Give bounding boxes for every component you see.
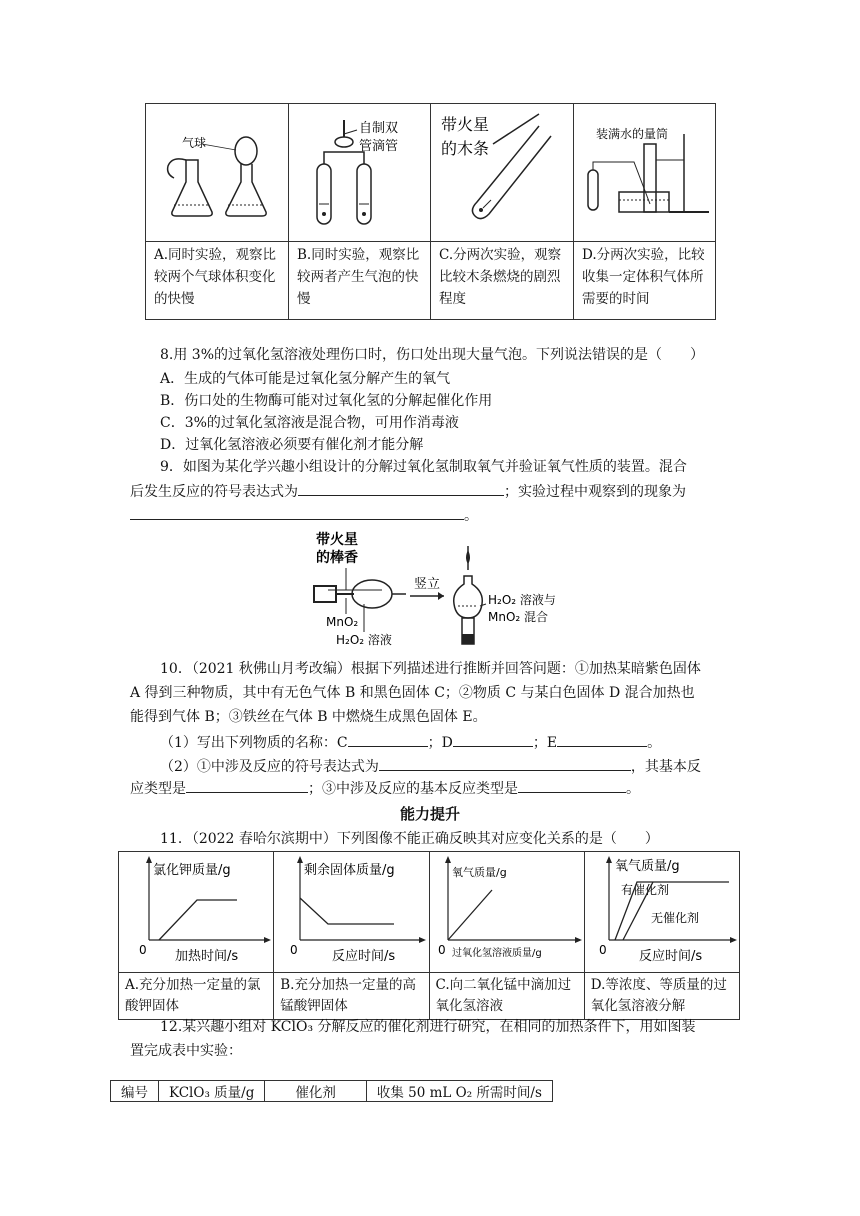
q9-apparatus-figure: [298, 528, 588, 650]
graph-a-ylabel: 氯化钾质量/g: [153, 863, 231, 878]
q9-text-end: 。: [464, 508, 478, 524]
graph-c-cell: [429, 852, 584, 973]
q10-sub1-d: 。: [647, 735, 662, 751]
q9-answer-blank-2[interactable]: [130, 504, 464, 520]
q10-line-3: 能得到气体 B；③铁丝在气体 B 中燃烧生成黑色固体 E。: [130, 709, 487, 725]
graph-d-xlabel: 反应时间/s: [638, 949, 702, 964]
fig-arrow-label: 竖立: [414, 577, 441, 592]
graph-b-ylabel: 剩余固体质量/g: [304, 863, 395, 878]
fig-mno2-label: MnO₂: [326, 615, 359, 629]
double-dropper-figure: [289, 104, 430, 237]
graph-c-origin: 0: [437, 943, 446, 957]
graph-c-xlabel: 过氧化氢溶液质量/g: [451, 948, 542, 959]
graph-a-xlabel: 加热时间/s: [175, 949, 239, 964]
q10-sub2-c: 应类型是: [130, 781, 186, 797]
figure-a-cell: [146, 104, 289, 242]
q10-line-2: A 得到三种物质，其中有无色气体 B 和黑色固体 C；②物质 C 与某白色固体 D 混合加热也: [130, 685, 695, 701]
q8-option-c: C．3%的过氧化氢溶液是混合物，可用作消毒液: [160, 415, 459, 431]
q12-line-1: 12.某兴趣小组对 KClO₃ 分解反应的催化剂进行研究，在相同的加热条件下，用如图装: [160, 1019, 696, 1035]
graph-a-origin: 0: [139, 943, 147, 957]
q10-blank-type-1[interactable]: [186, 777, 308, 793]
graph-c-line: [448, 890, 492, 940]
figure-a-label: 气球: [182, 136, 207, 150]
q10-sub2-e: 。: [626, 781, 640, 797]
figure-b-label-1: 自制双: [359, 121, 399, 136]
experiment-options-table: [145, 103, 716, 320]
figure-d-cell: [574, 104, 716, 242]
graph-a-caption: A.充分加热一定量的氯酸钾固体: [119, 973, 274, 1020]
q10-sub2-b: ，其基本反: [630, 759, 701, 775]
q12-data-table: [110, 1080, 553, 1102]
graph-d: [585, 852, 739, 968]
graph-a-cell: [119, 852, 274, 973]
q8-option-b: B．伤口处的生物酶可能对过氧化氢的分解起催化作用: [160, 393, 493, 409]
q12-header-row: [111, 1081, 553, 1102]
q11-stem: 11．（2022 春哈尔滨期中）下列图像不能正确反映其对应变化关系的是（ ）: [160, 831, 659, 847]
graph-a-line: [159, 900, 237, 940]
q8-option-d: D．过氧化氢溶液必须要有催化剂才能分解: [160, 437, 424, 453]
figure-b-cell: [289, 104, 431, 242]
water-cylinder-figure: [574, 104, 715, 237]
graph-c-caption: C.向二氧化锰中滴加过氧化氢溶液: [429, 973, 584, 1020]
figure-c-label-1: 带火星: [441, 115, 490, 134]
graph-d-caption: D.等浓度、等质量的过氧化氢溶液分解: [584, 973, 739, 1020]
option-a-caption: A.同时实验，观察比较两个气球体积变化的快慢: [146, 242, 289, 320]
fig-splint-label-2: 的棒香: [316, 550, 358, 566]
graph-d-origin: 0: [598, 943, 607, 957]
graph-d-series-1-label: 有催化剂: [620, 883, 669, 897]
q10-sub2-a: （2）①中涉及反应的符号表达式为: [160, 759, 379, 775]
q9-text-a: 后发生反应的符号表达式为: [130, 484, 298, 500]
figure-c-cell: [431, 104, 574, 242]
graph-b-xlabel: 反应时间/s: [332, 949, 396, 964]
option-d-caption: D.分两次实验，比较收集一定体积气体所需要的时间: [574, 242, 716, 320]
graph-b-line: [300, 898, 394, 924]
figure-c-label-2: 的木条: [441, 139, 490, 158]
option-b-caption: B.同时实验，观察比较两者产生气泡的快慢: [289, 242, 431, 320]
fig-mix-label-1: H₂O₂ 溶液与: [488, 593, 556, 607]
graph-c-ylabel: 氧气质量/g: [451, 866, 507, 879]
q10-sub1-a: （1）写出下列物质的名称：C: [160, 735, 348, 751]
graph-b-origin: 0: [290, 943, 298, 957]
figure-d-label: 装满水的量筒: [596, 127, 669, 141]
figure-b-label-2: 管滴管: [359, 139, 399, 154]
fig-splint-label-1: 带火星: [316, 532, 358, 548]
q12-header-number: 编号: [111, 1081, 159, 1102]
graph-d-ylabel: 氧气质量/g: [614, 859, 680, 874]
graph-options-table: [118, 851, 740, 1020]
fig-h2o2-label: H₂O₂ 溶液: [336, 633, 392, 647]
graph-b-caption: B.充分加热一定量的高锰酸钾固体: [274, 973, 429, 1020]
option-c-caption: C.分两次实验，观察比较木条燃烧的剧烈程度: [431, 242, 574, 320]
q8-option-a: A．生成的气体可能是过氧化氢分解产生的氧气: [160, 371, 451, 387]
q9-text-b: ；实验过程中观察到的现象为: [504, 484, 686, 500]
q10-blank-c[interactable]: [348, 731, 428, 747]
balloon-flasks-figure: [146, 104, 287, 237]
graph-b-cell: [274, 852, 429, 973]
graph-a: [119, 852, 273, 968]
q10-line-1: 10．（2021 秋佛山月考改编）根据下列描述进行推断并回答问题：①加热某暗紫色固体: [160, 661, 701, 677]
section-title: 能力提升: [399, 805, 460, 823]
q9-answer-blank-1[interactable]: [298, 480, 504, 496]
q10-sub1-c: ；E: [532, 735, 558, 751]
fig-mix-label-2: MnO₂ 混合: [488, 610, 549, 624]
splint-tube-figure: [431, 104, 572, 237]
q12-line-2: 置完成表中实验：: [130, 1043, 242, 1059]
q10-sub1-b: ；D: [427, 735, 453, 751]
q10-blank-type-2[interactable]: [518, 777, 626, 793]
q12-header-catalyst: 催化剂: [265, 1081, 367, 1102]
graph-c: [430, 852, 584, 968]
q10-blank-e[interactable]: [557, 731, 647, 747]
q8-stem: 8.用 3%的过氧化氢溶液处理伤口时，伤口处出现大量气泡。下列说法错误的是（ ）: [160, 347, 705, 363]
graph-d-series-2-label: 无催化剂: [650, 911, 699, 925]
q10-sub2-d: ；③中涉及反应的基本反应类型是: [308, 781, 518, 797]
q10-blank-equation[interactable]: [379, 755, 631, 771]
graph-b: [274, 852, 428, 968]
graph-d-cell: [584, 852, 739, 973]
q12-header-mass: KClO₃ 质量/g: [159, 1081, 265, 1102]
q10-blank-d[interactable]: [453, 731, 533, 747]
q12-header-time: 收集 50 mL O₂ 所需时间/s: [366, 1081, 552, 1102]
q9-line-1: 9．如图为某化学兴趣小组设计的分解过氧化氢制取氧气并验证氧气性质的装置。混合: [160, 459, 687, 475]
